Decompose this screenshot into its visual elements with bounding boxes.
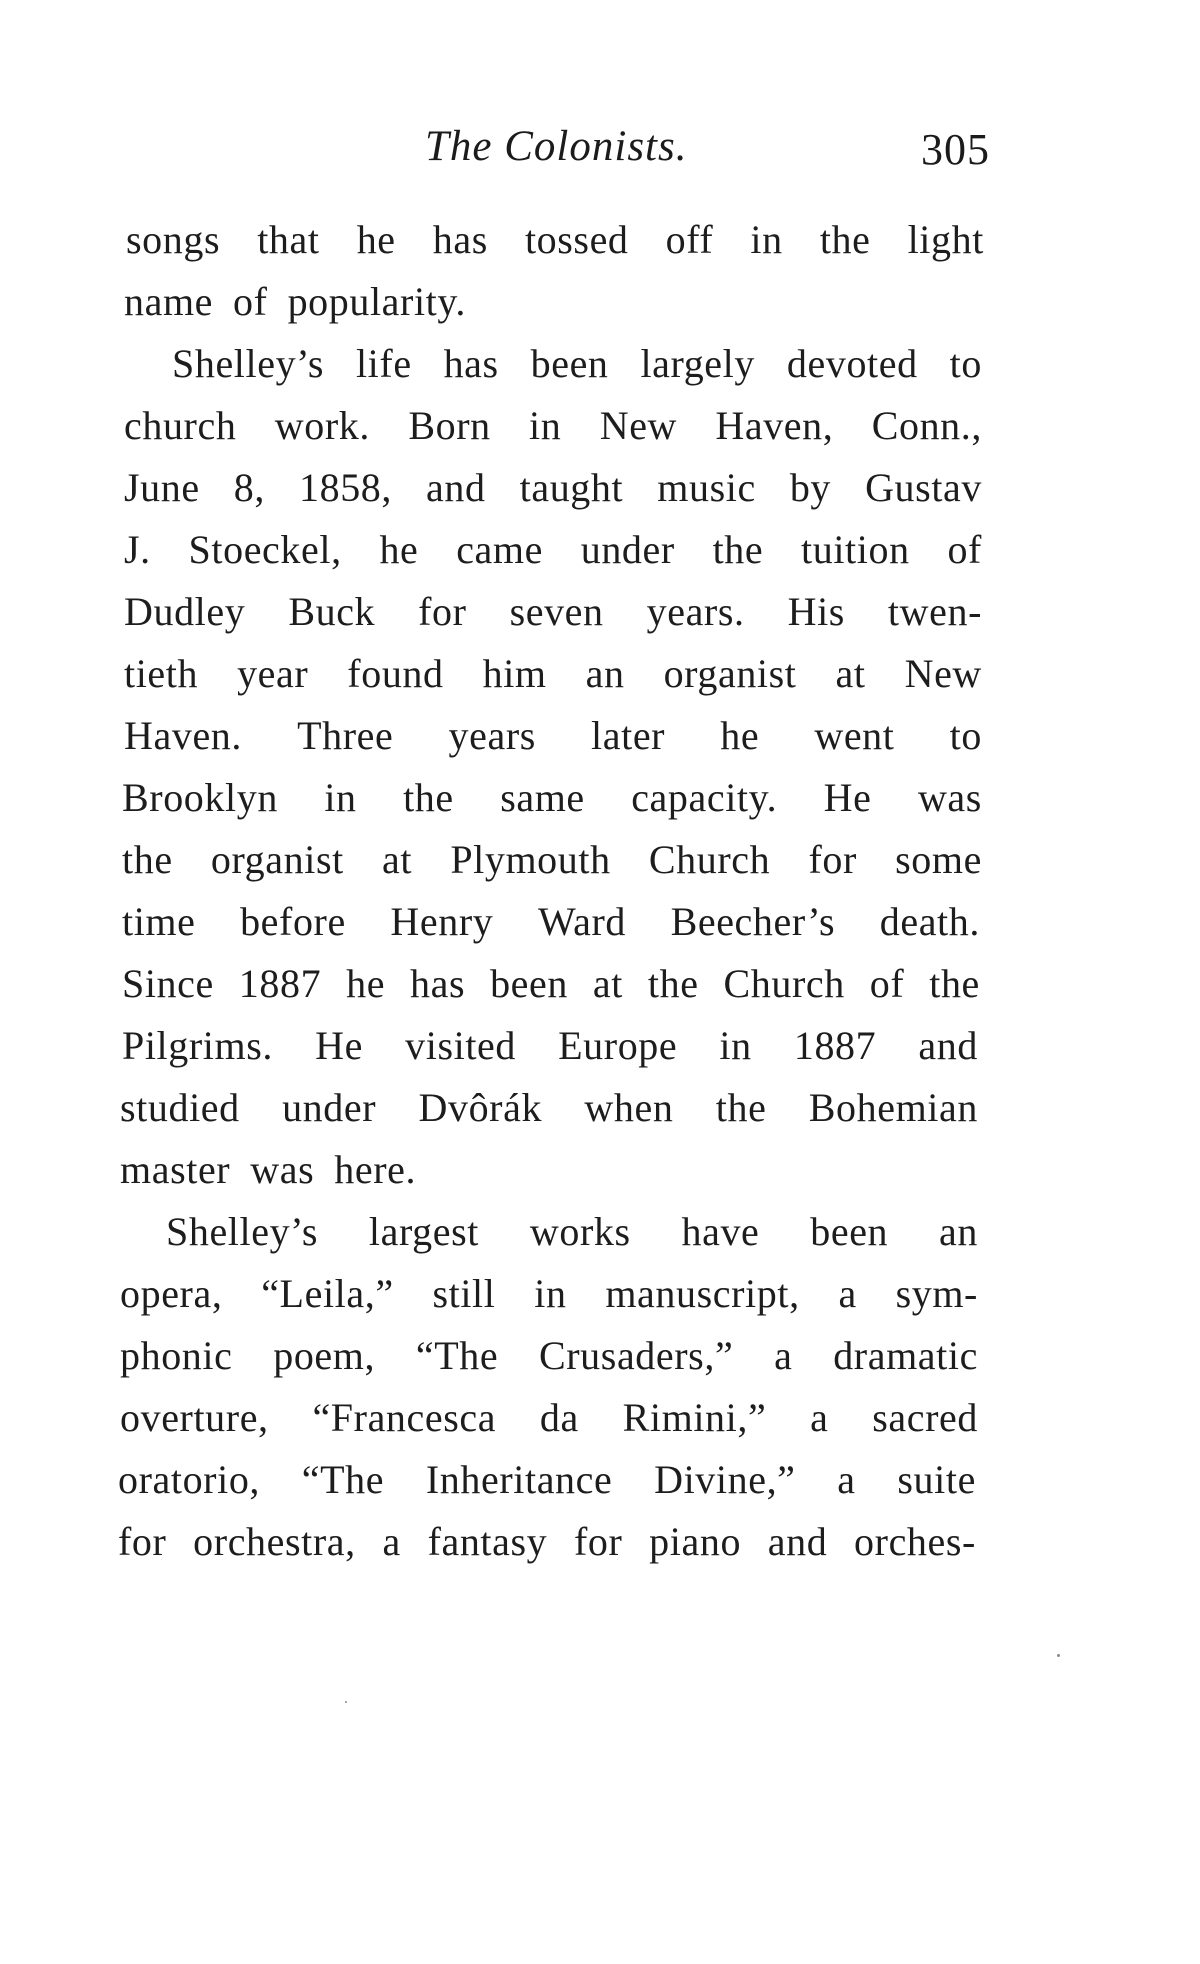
- text-line: [118, 1452, 976, 1508]
- word: of: [869, 961, 905, 1006]
- paragraph-first-line: [166, 1204, 978, 1260]
- word: Henry: [390, 899, 494, 944]
- word: poem,: [273, 1333, 376, 1378]
- word: Beecher’s: [670, 899, 836, 944]
- word: the: [819, 217, 871, 262]
- word: songs: [126, 217, 221, 262]
- word: a: [774, 1333, 793, 1378]
- word: for: [574, 1519, 623, 1564]
- word: at: [835, 651, 866, 696]
- word: New: [904, 651, 982, 696]
- text-line: [122, 832, 982, 888]
- word: have: [681, 1209, 760, 1254]
- word: under: [282, 1085, 377, 1130]
- text-line: [124, 708, 982, 764]
- word: master: [120, 1147, 231, 1192]
- word: works: [529, 1209, 631, 1254]
- word: 1887: [238, 961, 322, 1006]
- word: Plymouth: [450, 837, 611, 882]
- word: sym-: [895, 1271, 978, 1316]
- text-line: [124, 274, 982, 330]
- word: 8,: [233, 465, 265, 510]
- word: da: [539, 1395, 579, 1440]
- word: 1887: [793, 1023, 877, 1068]
- text-line: [124, 584, 982, 640]
- word: 1858,: [299, 465, 392, 510]
- word: Dudley: [124, 589, 246, 634]
- word: at: [382, 837, 413, 882]
- word: been: [490, 961, 568, 1006]
- word: when: [584, 1085, 674, 1130]
- text-line: [124, 646, 982, 702]
- word: oratorio,: [118, 1457, 261, 1502]
- word: has: [443, 341, 499, 386]
- word: came: [456, 527, 543, 572]
- word: fantasy: [427, 1519, 548, 1564]
- text-line: [122, 770, 982, 826]
- word: for: [808, 837, 857, 882]
- word: Crusaders,”: [538, 1333, 734, 1378]
- word: same: [500, 775, 585, 820]
- word: orchestra,: [193, 1519, 356, 1564]
- word: Dvôrák: [418, 1085, 543, 1130]
- word: Inheritance: [425, 1457, 613, 1502]
- word: tossed: [524, 217, 629, 262]
- word: June: [124, 465, 200, 510]
- word: the: [929, 961, 980, 1006]
- word: seven: [509, 589, 604, 634]
- paragraph-first-line: [172, 336, 982, 392]
- word: opera,: [120, 1271, 223, 1316]
- word: popularity.: [287, 279, 466, 324]
- word: an: [585, 651, 625, 696]
- word: that: [257, 217, 320, 262]
- word: was: [250, 1147, 315, 1192]
- word: he: [346, 961, 386, 1006]
- word: His: [787, 589, 845, 634]
- word: name: [124, 279, 214, 324]
- word: he: [379, 527, 419, 572]
- word: J.: [124, 527, 151, 572]
- word: tieth: [124, 651, 199, 696]
- word: a: [810, 1395, 829, 1440]
- word: under: [580, 527, 675, 572]
- word: studied: [120, 1085, 240, 1130]
- word: devoted: [786, 341, 918, 386]
- word: a: [382, 1519, 401, 1564]
- word: capacity.: [631, 775, 778, 820]
- word: Rimini,”: [622, 1395, 767, 1440]
- word: some: [895, 837, 982, 882]
- word: a: [838, 1271, 857, 1316]
- word: to: [949, 713, 982, 758]
- word: of: [233, 279, 268, 324]
- word: He: [315, 1023, 363, 1068]
- word: and: [918, 1023, 978, 1068]
- word: He: [823, 775, 872, 820]
- word: suite: [897, 1457, 976, 1502]
- word: Since: [122, 961, 214, 1006]
- word: time: [122, 899, 196, 944]
- word: an: [939, 1209, 978, 1254]
- word: Shelley’s: [166, 1209, 319, 1254]
- word: largely: [640, 341, 755, 386]
- word: orches-: [854, 1519, 976, 1564]
- word: in: [324, 775, 357, 820]
- text-line: [124, 460, 982, 516]
- word: Gustav: [865, 465, 982, 510]
- text-line: [120, 1328, 978, 1384]
- word: the: [715, 1085, 767, 1130]
- word: Shelley’s: [172, 341, 325, 386]
- word: organist: [210, 837, 344, 882]
- word: Ward: [537, 899, 626, 944]
- word: was: [917, 775, 982, 820]
- word: years.: [646, 589, 745, 634]
- word: largest: [368, 1209, 480, 1254]
- word: Church: [723, 961, 845, 1006]
- word: the: [712, 527, 764, 572]
- text-line: [122, 1018, 978, 1074]
- page-number: 305: [921, 125, 990, 174]
- text-line: [118, 1514, 976, 1570]
- word: Divine,”: [654, 1457, 796, 1502]
- word: tuition: [801, 527, 910, 572]
- text-line: [126, 212, 984, 268]
- word: dramatic: [833, 1333, 978, 1378]
- word: has: [410, 961, 466, 1006]
- word: Brooklyn: [122, 775, 278, 820]
- word: the: [122, 837, 173, 882]
- word: the: [403, 775, 454, 820]
- text-line: [124, 398, 982, 454]
- text-line: [124, 522, 982, 578]
- word: of: [947, 527, 982, 572]
- word: Stoeckel,: [188, 527, 342, 572]
- word: went: [814, 713, 895, 758]
- word: light: [907, 217, 984, 262]
- word: still: [432, 1271, 496, 1316]
- word: been: [810, 1209, 889, 1254]
- word: “The: [301, 1457, 385, 1502]
- word: by: [789, 465, 832, 510]
- word: organist: [663, 651, 797, 696]
- word: Haven.: [124, 713, 242, 758]
- text-line: [122, 894, 980, 950]
- word: in: [529, 403, 562, 448]
- word: later: [591, 713, 666, 758]
- word: “Leila,”: [261, 1271, 394, 1316]
- running-head: [120, 122, 990, 182]
- text-line: [120, 1266, 978, 1322]
- text-line: [120, 1390, 978, 1446]
- word: the: [647, 961, 699, 1006]
- word: church: [124, 403, 237, 448]
- word: Church: [648, 837, 771, 882]
- word: work.: [274, 403, 370, 448]
- word: “The: [415, 1333, 499, 1378]
- word: “Francesca: [312, 1395, 497, 1440]
- word: Europe: [558, 1023, 678, 1068]
- word: Three: [297, 713, 394, 758]
- word: year: [237, 651, 309, 696]
- word: Haven,: [715, 403, 834, 448]
- word: death.: [879, 899, 980, 944]
- word: sacred: [872, 1395, 978, 1440]
- word: manuscript,: [605, 1271, 800, 1316]
- word: has: [432, 217, 488, 262]
- word: Buck: [288, 589, 376, 634]
- word: music: [657, 465, 756, 510]
- word: off: [665, 217, 714, 262]
- word: to: [949, 341, 982, 386]
- word: him: [482, 651, 547, 696]
- word: years: [448, 713, 536, 758]
- word: Pilgrims.: [122, 1023, 273, 1068]
- word: phonic: [120, 1333, 233, 1378]
- word: in: [750, 217, 783, 262]
- text-line: [120, 1080, 978, 1136]
- text-line: [122, 956, 980, 1012]
- word: twen-: [887, 589, 982, 634]
- word: in: [534, 1271, 567, 1316]
- word: he: [720, 713, 760, 758]
- word: he: [356, 217, 396, 262]
- word: New: [599, 403, 678, 448]
- word: Born: [408, 403, 491, 448]
- word: for: [118, 1519, 167, 1564]
- text-line: [120, 1142, 978, 1198]
- word: and: [767, 1519, 828, 1564]
- word: been: [530, 341, 609, 386]
- word: and: [426, 465, 486, 510]
- word: in: [719, 1023, 752, 1068]
- word: at: [592, 961, 623, 1006]
- word: taught: [519, 465, 624, 510]
- word: a: [837, 1457, 856, 1502]
- word: for: [418, 589, 467, 634]
- word: found: [347, 651, 444, 696]
- word: overture,: [120, 1395, 269, 1440]
- running-title: The Colonists.: [425, 123, 688, 170]
- paper-speck: [1057, 1654, 1060, 1657]
- word: here.: [334, 1147, 417, 1192]
- word: Conn.,: [871, 403, 982, 448]
- word: life: [355, 341, 412, 386]
- word: before: [240, 899, 346, 944]
- word: Bohemian: [808, 1085, 978, 1130]
- paper-speck: [345, 1701, 347, 1703]
- word: piano: [649, 1519, 742, 1564]
- word: visited: [405, 1023, 516, 1068]
